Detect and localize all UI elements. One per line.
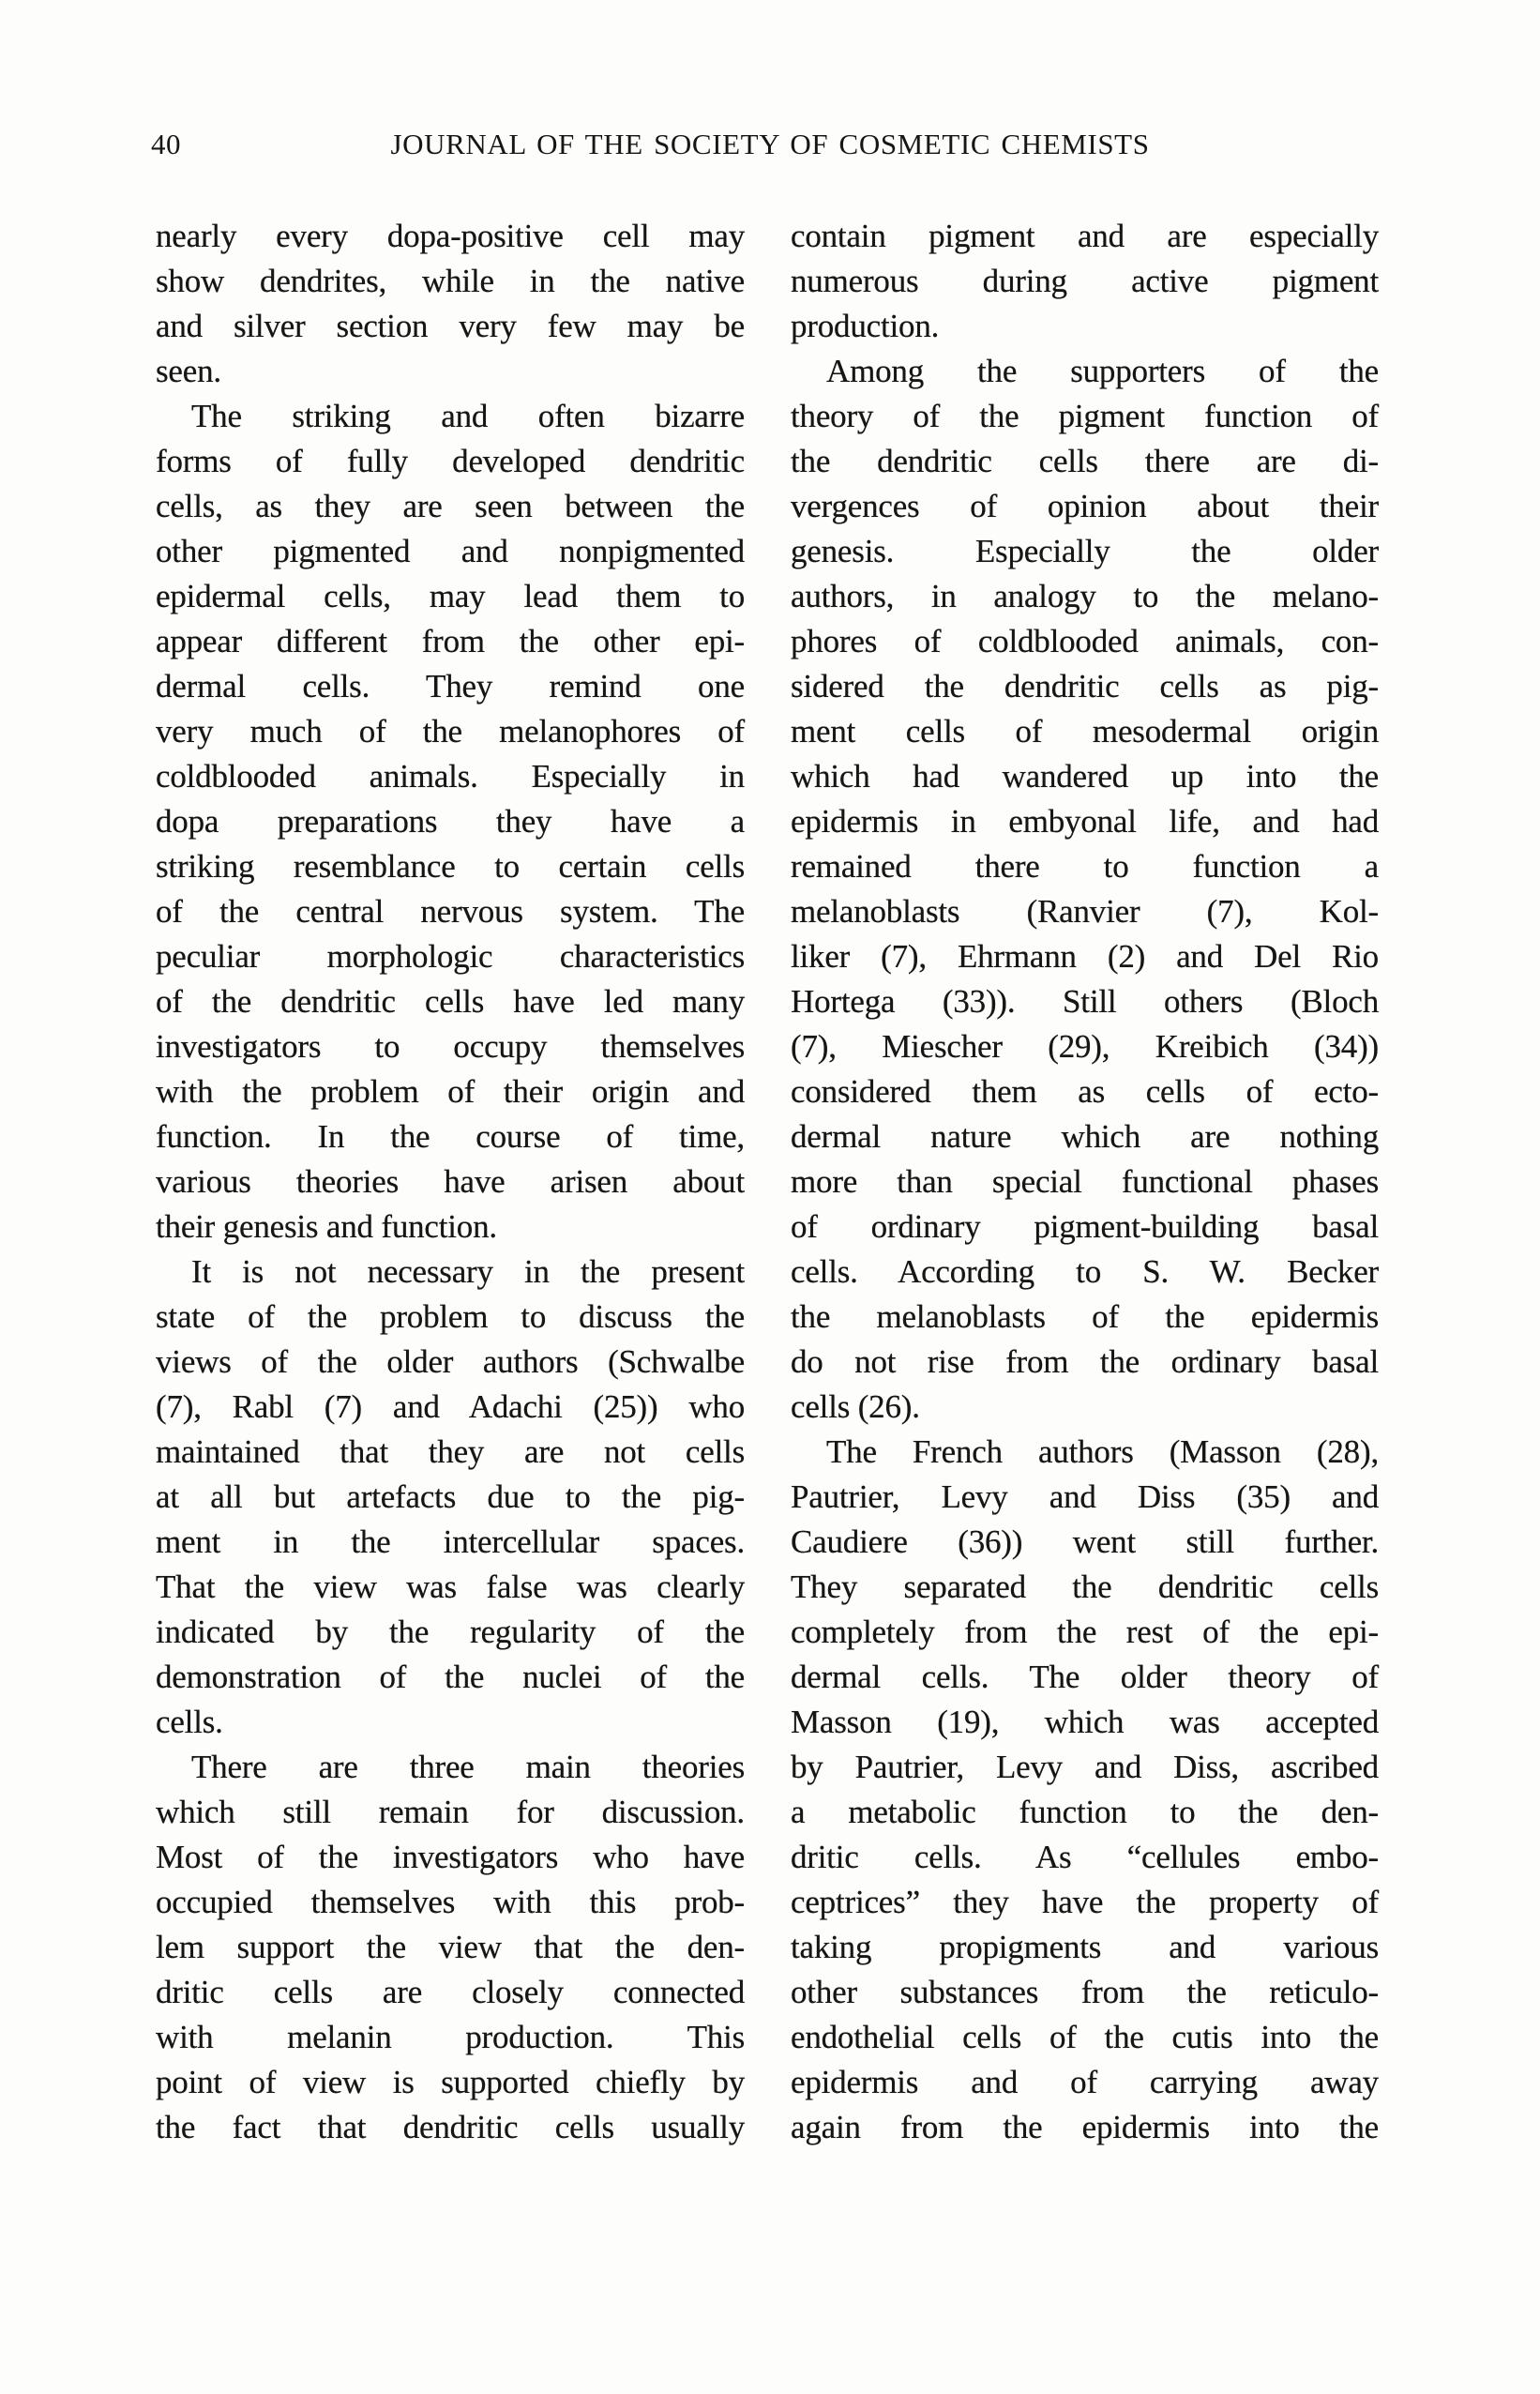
text-line: They separated the dendritic cells bbox=[791, 1568, 1379, 1605]
text-line: state of the problem to discuss the bbox=[156, 1298, 745, 1335]
text-line: There are three main theories bbox=[191, 1749, 745, 1785]
text-line: That the view was false was clearly bbox=[156, 1568, 745, 1605]
text-line: the dendritic cells there are di- bbox=[791, 443, 1379, 479]
text-line: striking resemblance to certain cells bbox=[156, 848, 745, 885]
text-line: endothelial cells of the cutis into the bbox=[791, 2019, 1379, 2055]
text-line: theory of the pigment function of bbox=[791, 398, 1379, 434]
text-line: function. In the course of time, bbox=[156, 1118, 745, 1155]
page-number: 40 bbox=[151, 128, 181, 160]
text-line: dermal cells. They remind one bbox=[156, 668, 745, 705]
text-line: vergences of opinion about their bbox=[791, 488, 1379, 524]
text-line: authors, in analogy to the melano- bbox=[791, 578, 1379, 614]
text-line: Pautrier, Levy and Diss (35) and bbox=[791, 1478, 1379, 1515]
text-line: demonstration of the nuclei of the bbox=[156, 1659, 745, 1695]
text-line: again from the epidermis into the bbox=[791, 2109, 1379, 2145]
text-line: coldblooded animals. Especially in bbox=[156, 758, 745, 795]
text-line: considered them as cells of ecto- bbox=[791, 1073, 1379, 1110]
text-line: dopa preparations they have a bbox=[156, 803, 745, 840]
text-line: of the dendritic cells have led many bbox=[156, 983, 745, 1020]
text-line: more than special functional phases bbox=[791, 1163, 1379, 1200]
text-line: the fact that dendritic cells usually bbox=[156, 2109, 745, 2145]
text-line: The French authors (Masson (28), bbox=[826, 1433, 1379, 1470]
text-line: forms of fully developed dendritic bbox=[156, 443, 745, 479]
text-line: phores of coldblooded animals, con- bbox=[791, 623, 1379, 659]
text-line: Hortega (33)). Still others (Bloch bbox=[791, 983, 1379, 1020]
text-line: views of the older authors (Schwalbe bbox=[156, 1343, 745, 1380]
text-line: taking propigments and various bbox=[791, 1929, 1379, 1965]
text-line: It is not necessary in the present bbox=[191, 1253, 745, 1290]
text-line: cells. bbox=[156, 1704, 223, 1740]
text-line: ceptrices” they have the property of bbox=[791, 1884, 1379, 1920]
text-line: peculiar morphologic characteristics bbox=[156, 938, 745, 975]
text-line: Among the supporters of the bbox=[826, 353, 1379, 389]
text-line: ment in the intercellular spaces. bbox=[156, 1523, 745, 1560]
text-line: production. bbox=[791, 308, 940, 344]
text-column-right bbox=[791, 214, 1379, 2150]
text-line: dritic cells are closely connected bbox=[156, 1974, 745, 2010]
text-line: investigators to occupy themselves bbox=[156, 1028, 745, 1065]
text-line: liker (7), Ehrmann (2) and Del Rio bbox=[791, 938, 1379, 975]
text-line: which had wandered up into the bbox=[791, 758, 1379, 795]
text-line: epidermis and of carrying away bbox=[791, 2064, 1379, 2100]
text-line: occupied themselves with this prob- bbox=[156, 1884, 745, 1920]
text-column-left bbox=[156, 214, 745, 2150]
text-line: with the problem of their origin and bbox=[156, 1073, 745, 1110]
text-line: of the central nervous system. The bbox=[156, 893, 745, 930]
journal-title: JOURNAL OF THE SOCIETY OF COSMETIC CHEMISTS bbox=[390, 128, 1150, 160]
text-line: (7), Miescher (29), Kreibich (34)) bbox=[791, 1028, 1379, 1065]
text-line: do not rise from the ordinary basal bbox=[791, 1343, 1379, 1380]
text-line: contain pigment and are especially bbox=[791, 218, 1379, 254]
text-line: dermal cells. The older theory of bbox=[791, 1659, 1379, 1695]
text-line: a metabolic function to the den- bbox=[791, 1794, 1379, 1830]
text-line: other substances from the reticulo- bbox=[791, 1974, 1379, 2010]
text-line: point of view is supported chiefly by bbox=[156, 2064, 745, 2100]
text-line: with melanin production. This bbox=[156, 2019, 745, 2055]
text-line: The striking and often bizarre bbox=[191, 398, 745, 434]
text-line: which still remain for discussion. bbox=[156, 1794, 745, 1830]
text-line: their genesis and function. bbox=[156, 1208, 497, 1245]
text-line: genesis. Especially the older bbox=[791, 533, 1379, 569]
text-line: completely from the rest of the epi- bbox=[791, 1614, 1379, 1650]
text-line: dermal nature which are nothing bbox=[791, 1118, 1379, 1155]
text-line: dritic cells. As “cellules embo- bbox=[791, 1839, 1379, 1875]
text-line: very much of the melanophores of bbox=[156, 713, 745, 750]
text-line: other pigmented and nonpigmented bbox=[156, 533, 745, 569]
text-line: seen. bbox=[156, 353, 221, 389]
text-line: maintained that they are not cells bbox=[156, 1433, 745, 1470]
text-line: lem support the view that the den- bbox=[156, 1929, 745, 1965]
text-line: of ordinary pigment-building basal bbox=[791, 1208, 1379, 1245]
text-line: by Pautrier, Levy and Diss, ascribed bbox=[791, 1749, 1379, 1785]
text-line: (7), Rabl (7) and Adachi (25)) who bbox=[156, 1388, 745, 1425]
text-line: various theories have arisen about bbox=[156, 1163, 745, 1200]
text-line: the melanoblasts of the epidermis bbox=[791, 1298, 1379, 1335]
text-line: Masson (19), which was accepted bbox=[791, 1704, 1379, 1740]
text-line: nearly every dopa-positive cell may bbox=[156, 218, 745, 254]
text-line: ment cells of mesodermal origin bbox=[791, 713, 1379, 750]
text-line: sidered the dendritic cells as pig- bbox=[791, 668, 1379, 705]
text-line: show dendrites, while in the native bbox=[156, 263, 745, 299]
text-line: Most of the investigators who have bbox=[156, 1839, 745, 1875]
text-line: remained there to function a bbox=[791, 848, 1379, 885]
text-line: at all but artefacts due to the pig- bbox=[156, 1478, 745, 1515]
text-line: cells. According to S. W. Becker bbox=[791, 1253, 1379, 1290]
text-line: and silver section very few may be bbox=[156, 308, 745, 344]
text-line: numerous during active pigment bbox=[791, 263, 1379, 299]
text-line: Caudiere (36)) went still further. bbox=[791, 1523, 1379, 1560]
text-line: cells (26). bbox=[791, 1388, 920, 1425]
text-line: indicated by the regularity of the bbox=[156, 1614, 745, 1650]
text-line: epidermis in embyonal life, and had bbox=[791, 803, 1379, 840]
text-line: melanoblasts (Ranvier (7), Kol- bbox=[791, 893, 1379, 930]
text-line: epidermal cells, may lead them to bbox=[156, 578, 745, 614]
text-line: appear different from the other epi- bbox=[156, 623, 745, 659]
text-line: cells, as they are seen between the bbox=[156, 488, 745, 524]
